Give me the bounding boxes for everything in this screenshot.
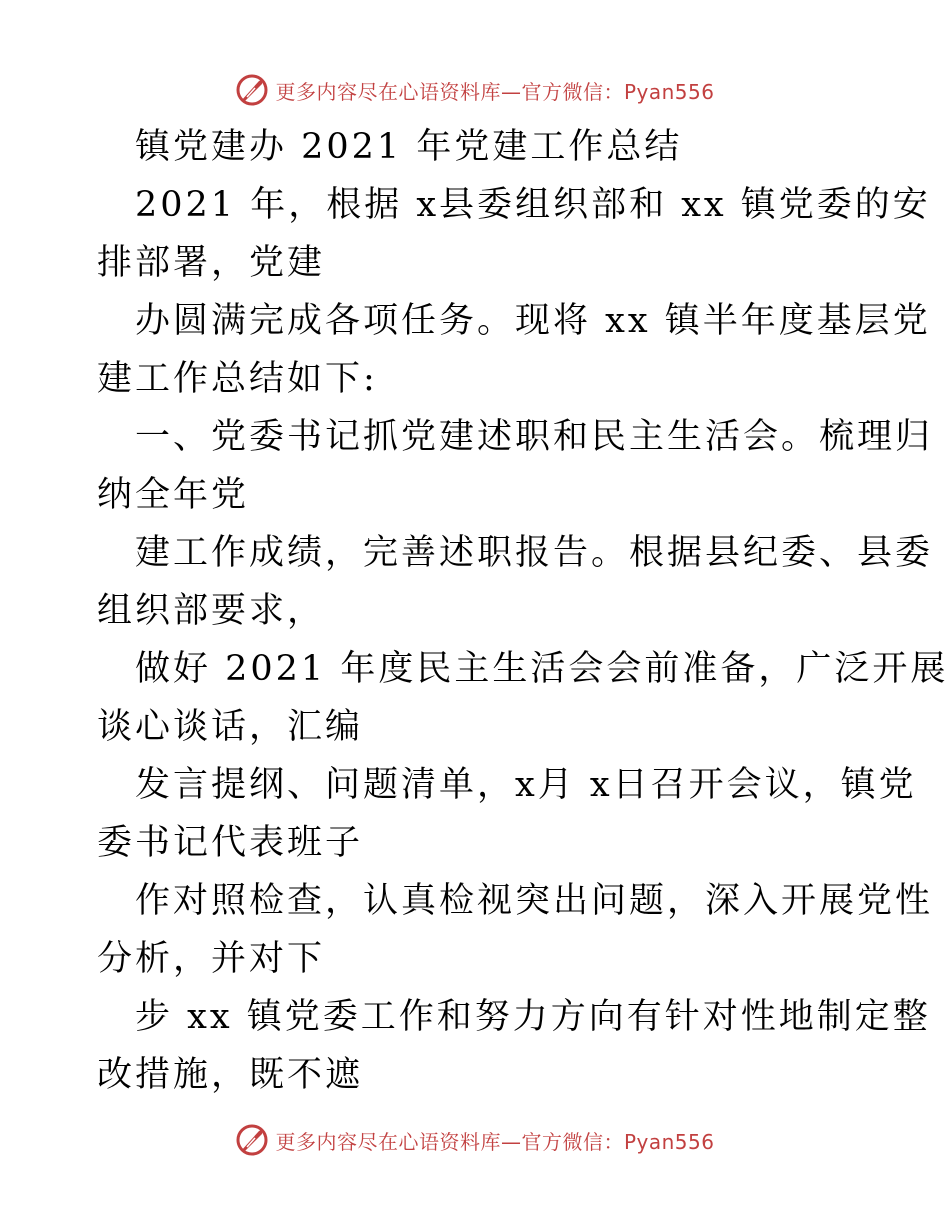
document-line: 分析，并对下 [97, 939, 326, 979]
document-line: 排部署，党建 [97, 243, 326, 283]
watermark-footer [0, 1120, 950, 1160]
document-line: 组织部要求， [97, 591, 326, 631]
watermark-header [0, 70, 950, 110]
document-line: 谈心谈话，汇编 [97, 707, 364, 747]
document-line: 纳全年党 [97, 475, 250, 515]
document-line: 一、党委书记抓党建述职和民主生活会。梳理归 [135, 417, 934, 457]
document-line: 办圆满完成各项任务。现将 xx 镇半年度基层党 [135, 301, 931, 341]
document-line: 步 xx 镇党委工作和努力方向有针对性地制定整 [135, 997, 931, 1037]
feather-pen-circle-icon [235, 1123, 269, 1157]
document-line: 建工作总结如下: [97, 359, 378, 399]
document-body [97, 118, 949, 1104]
document-line: 委书记代表班子 [97, 823, 364, 863]
document-line: 2021 年，根据 x县委组织部和 xx 镇党委的安 [135, 185, 931, 225]
watermark-text: 更多内容尽在心语资料库—官方微信：Pyan556 [275, 79, 715, 104]
document-line: 建工作成绩，完善述职报告。根据县纪委、县委 [135, 533, 934, 573]
document-line: 镇党建办 2021 年党建工作总结 [135, 127, 683, 167]
document-line: 发言提纲、问题清单，x月 x日召开会议，镇党 [135, 765, 917, 805]
document-line: 做好 2021 年度民主生活会会前准备，广泛开展 [135, 649, 949, 689]
feather-pen-circle-icon [235, 73, 269, 107]
watermark-text: 更多内容尽在心语资料库—官方微信：Pyan556 [275, 1129, 715, 1154]
document-line: 作对照检查，认真检视突出问题，深入开展党性 [135, 881, 934, 921]
document-line: 改措施，既不遮 [97, 1055, 364, 1095]
